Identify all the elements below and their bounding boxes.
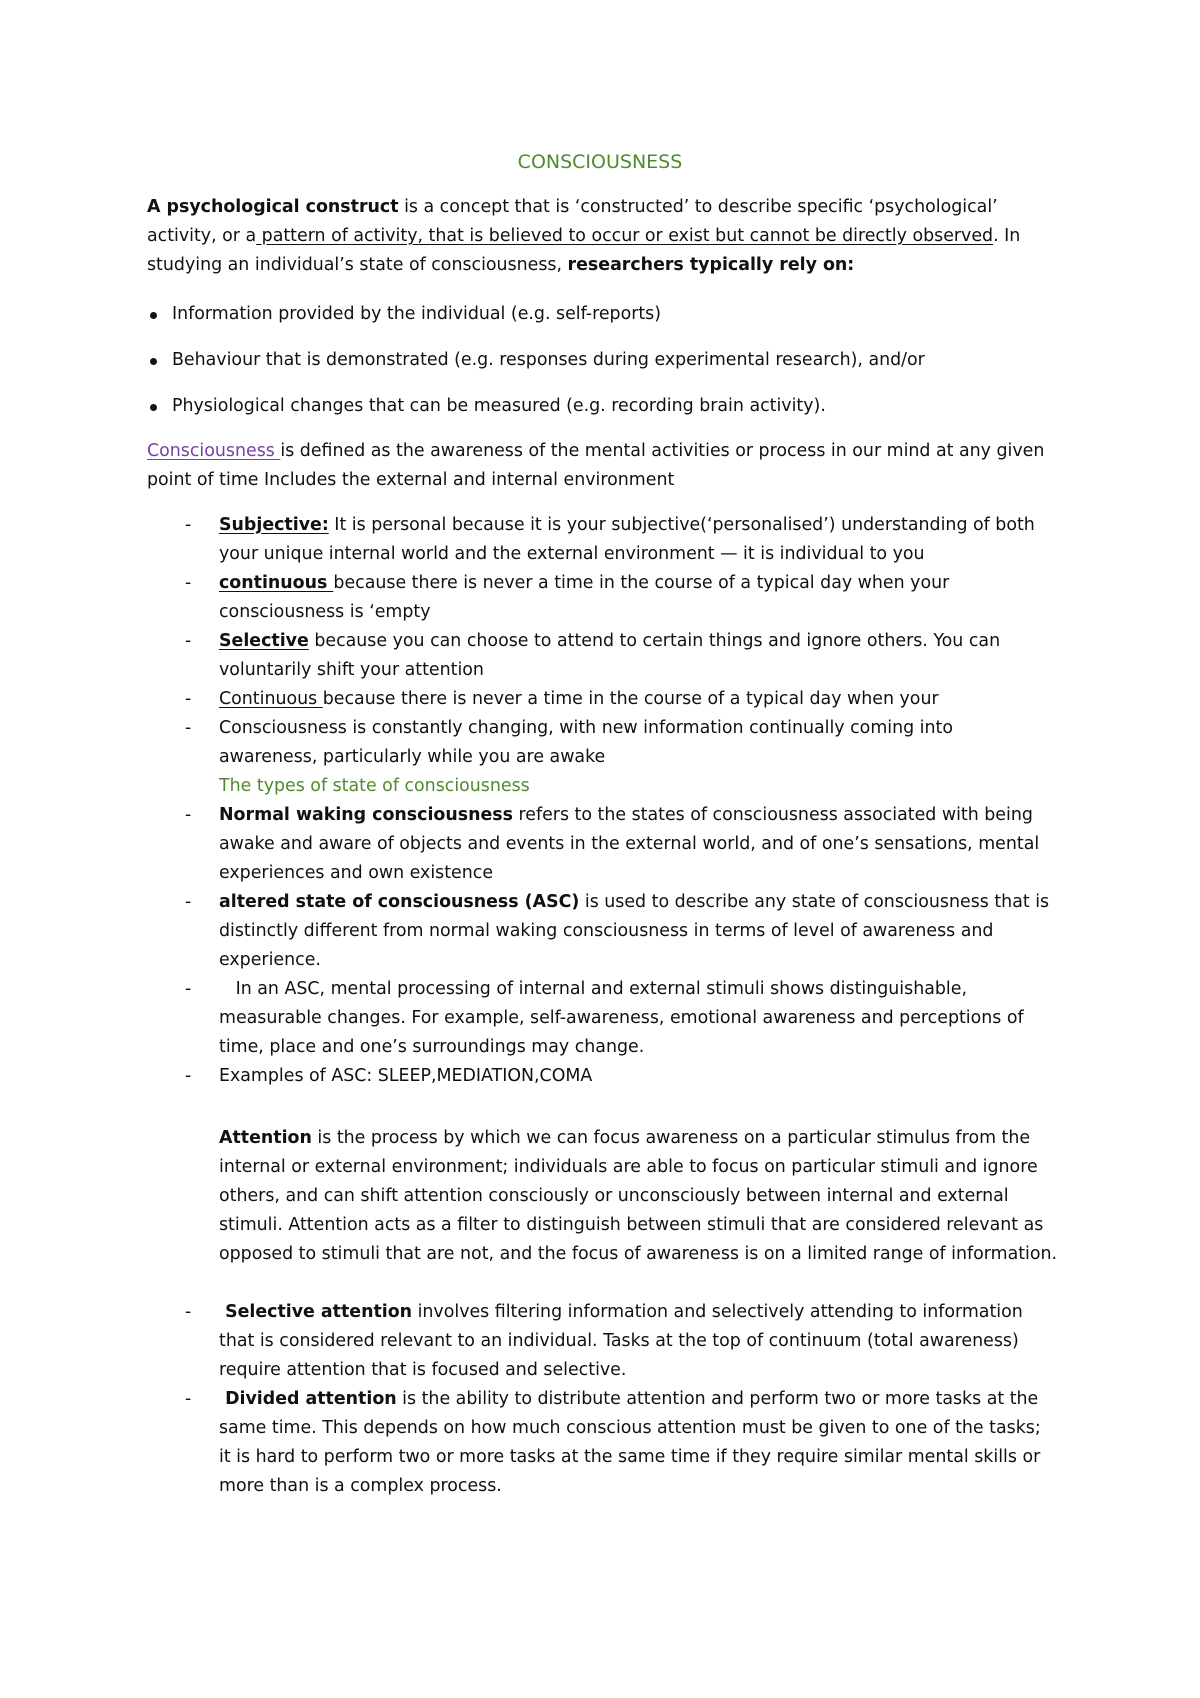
attention-term: Attention — [219, 1128, 312, 1148]
bullet-item: Physiological changes that can be measured (e.g. recording brain activity). — [147, 392, 1047, 421]
definition-text: is defined as the awareness of the mental activities or process in our mind at any given point of time Includes the external and internal environment — [147, 441, 1045, 490]
definition-paragraph — [147, 437, 1057, 495]
bullet-dot-icon — [150, 312, 157, 319]
list-item: - continuous because there is never a time in the course of a typical day when your consciousness is ‘empty — [185, 573, 950, 622]
intro-text-1: is a concept that is ‘constructed’ to describe specific ‘psychological’ activity, or a — [147, 197, 998, 246]
intro-text-2: . In studying an individual’s state of consciousness, — [147, 226, 1021, 275]
list-item: - Normal waking consciousness refers to the states of consciousness associated with being awake and aware of objects and events in the external world, and of one’s sensations, mental experiences and own existence — [185, 805, 1040, 883]
list-item: - In an ASC, mental processing of internal and external stimuli shows distinguishable, measurable changes. For example, self-awareness, emotional awareness and perceptions of time, place and one’s surroundings may change. — [185, 979, 1030, 1057]
bullet-list — [147, 300, 1047, 421]
bullet-dot-icon — [150, 358, 157, 365]
list-item: - Continuous because there is never a time in the course of a typical day when your — [185, 689, 939, 709]
attention-text: is the process by which we can focus awareness on a particular stimulus from the internal or external environment; individuals are able to focus on particular stimuli and ignore others, and can shift attention consciously or unconsciously between internal and external stimuli. Attention acts as a filter to distinguish between stimuli that are considered relevant as opposed to stimuli that are not, and the focus of awareness is on a limited range of information. — [219, 1128, 1058, 1264]
intro-paragraph — [147, 193, 1057, 280]
definition-term: Consciousness — [147, 441, 281, 461]
list-item: - Selective attention involves filtering information and selectively attending to information that is considered relevant to an individual. Tasks at the top of continuum (total awareness) require attention that is focused and selective. — [185, 1302, 1023, 1380]
list-item: - Examples of ASC: SLEEP,MEDIATION,COMA — [185, 1066, 593, 1086]
attention-list — [185, 1298, 1055, 1501]
intro-term: A psychological construct — [147, 197, 399, 217]
list-item: - Subjective: It is personal because it is your subjective(‘personalised’) understanding of both your unique internal world and the external environment — it is individual to you — [185, 515, 1035, 564]
bullet-item: Behaviour that is demonstrated (e.g. responses during experimental research), and/or — [147, 346, 1047, 375]
list-item: - Consciousness is constantly changing, with new information continually coming into awareness, particularly while you are awake — [185, 718, 953, 767]
list-item: - altered state of consciousness (ASC) is used to describe any state of consciousness that is distinctly different from normal waking consciousness in terms of level of awareness and experience. — [185, 892, 1050, 970]
attention-paragraph — [219, 1124, 1059, 1269]
types-heading: The types of state of consciousness — [219, 776, 530, 796]
intro-bold-end: researchers typically rely on: — [567, 255, 855, 275]
characteristics-list — [185, 511, 1055, 1091]
document-title: CONSCIOUSNESS — [517, 151, 683, 173]
intro-underlined-text: pattern of activity, that is believed to occur or exist but cannot be directly observed — [256, 226, 994, 246]
bullet-item: Information provided by the individual (e.g. self-reports) — [147, 300, 1047, 329]
list-item: - Selective because you can choose to attend to certain things and ignore others. You can voluntarily shift your attention — [185, 631, 1001, 680]
bullet-dot-icon — [150, 404, 157, 411]
list-item: - Divided attention is the ability to distribute attention and perform two or more tasks at the same time. This depends on how much conscious attention must be given to one of the tasks; it is hard to perform two or more tasks at the same time if they require similar mental skills or more than is a complex process. — [185, 1389, 1041, 1496]
